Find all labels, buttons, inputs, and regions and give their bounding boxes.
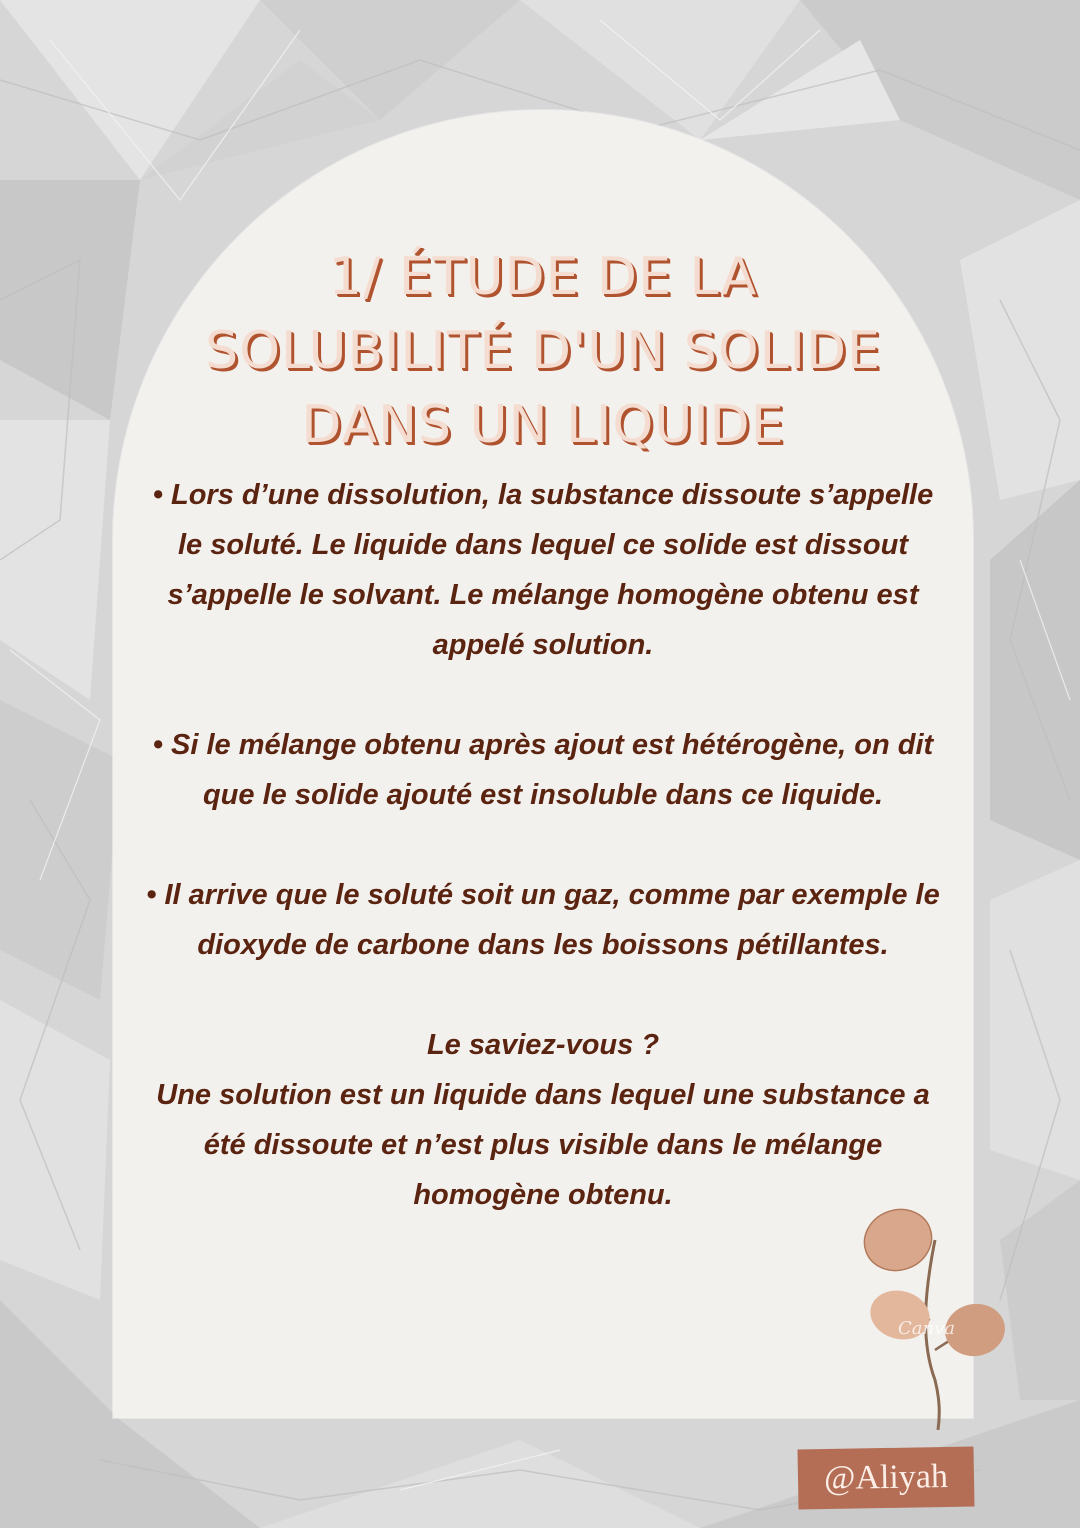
page-title bbox=[140, 240, 946, 462]
did-you-know-block bbox=[140, 1020, 946, 1220]
eucalyptus-leaf-icon bbox=[840, 1200, 1010, 1430]
paragraph-insoluble: • Si le mélange obtenu après ajout est hétérogène, on dit que le solide ajouté est insoluble dans ce liquide. bbox=[152, 729, 934, 811]
canva-watermark: Canva bbox=[898, 1318, 955, 1339]
author-tape-label bbox=[797, 1446, 974, 1509]
title-line: SOLUBILITÉ D'UN SOLIDE bbox=[205, 321, 881, 381]
did-you-know-text: Une solution est un liquide dans lequel une substance a été dissoute et n’est plus visible dans le mélange homogène obtenu. bbox=[156, 1079, 930, 1211]
did-you-know-heading: Le saviez-vous ? bbox=[426, 1029, 660, 1061]
title-line: DANS UN LIQUIDE bbox=[301, 395, 785, 455]
title-line: 1/ ÉTUDE DE LA bbox=[328, 247, 758, 307]
paragraph-gas-solute: • Il arrive que le soluté soit un gaz, comme par exemple le dioxyde de carbone dans les boissons pétillantes. bbox=[146, 879, 940, 961]
paragraph-dissolution: • Lors d’une dissolution, la substance dissoute s’appelle le soluté. Le liquide dans lequel ce solide est dissout s’appelle le solvant. Le mélange homogène obtenu est appelé solution. bbox=[152, 479, 934, 661]
author-handle: @Aliyah bbox=[823, 1457, 949, 1498]
content-body bbox=[140, 470, 946, 1220]
